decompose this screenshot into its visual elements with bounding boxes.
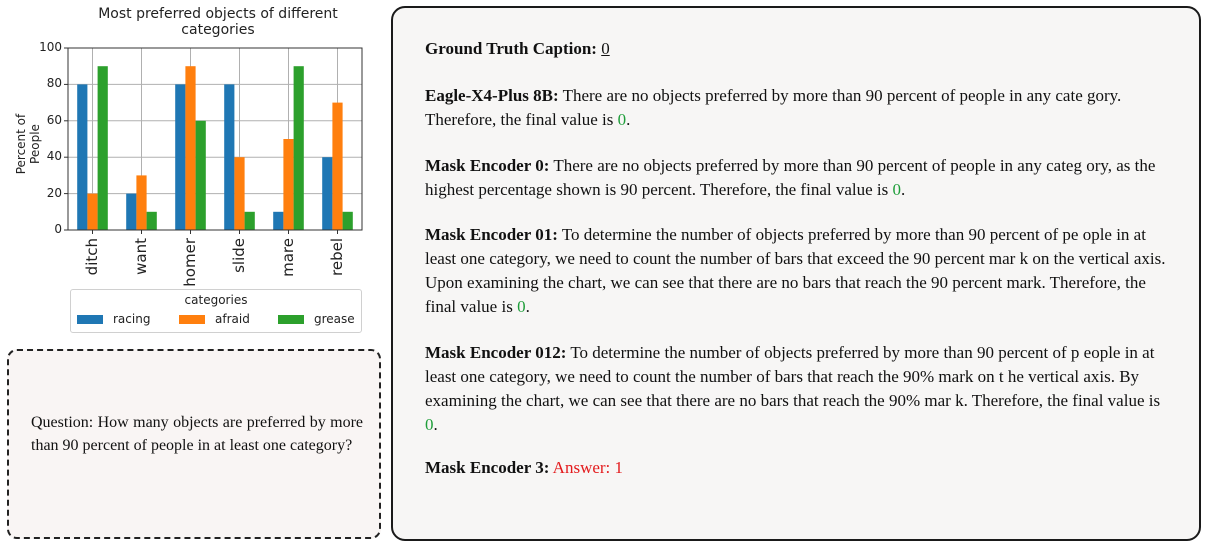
bar-slide-afraid [234, 157, 244, 230]
bar-want-racing [126, 194, 136, 230]
question-text: Question: How many objects are preferred by more than 90 percent of people in at least one category? [31, 414, 363, 454]
bar-ditch-grease [98, 66, 108, 230]
ground-truth-label: Ground Truth Caption: [425, 39, 597, 58]
bar-homer-afraid [185, 66, 195, 230]
legend-swatch [278, 315, 304, 324]
model-response: To determine the number of objects preferred by more than 90 percent of p eople in at least one category, we need to count the number of bars that reach the 90% mark on t he vertical axis. By examining the chart, we can see that there are no bars that reach the 90% mar k. Therefore, the final value is [425, 343, 1161, 410]
model-value: 0 [517, 297, 526, 316]
y-tick-label: 20 [46, 185, 62, 200]
model-response: There are no objects preferred by more than 90 percent of people in any cate gory. Therefore, the final value is [425, 86, 1122, 129]
y-tick-label: 0 [54, 222, 62, 236]
y-tick-label: 40 [46, 149, 62, 164]
ground-truth [425, 37, 1170, 61]
answer-mask-encoder-3 [425, 456, 1170, 480]
model-label: Mask Encoder 0: [425, 156, 550, 175]
model-value: 0 [617, 110, 627, 129]
punct: . [626, 110, 631, 129]
bar-slide-grease [245, 212, 255, 230]
model-value: Answer: 1 [552, 458, 624, 477]
x-tick-label: want [131, 238, 150, 275]
model-label: Mask Encoder 012: [425, 343, 567, 362]
legend-swatch [179, 315, 205, 324]
answer-eagle [425, 84, 1170, 132]
x-tick-label: rebel [327, 238, 346, 276]
bar-homer-grease [196, 121, 206, 230]
legend-label: grease [314, 312, 355, 326]
bar-mare-afraid [283, 139, 293, 230]
x-tick-label: slide [229, 238, 248, 273]
model-response: There are no objects preferred by more than 90 percent of people in any categ ory, as the highest percentage shown is 90 percent. Therefore, the final value is [425, 156, 1156, 199]
x-tick-label: ditch [82, 238, 101, 276]
model-label: Mask Encoder 01: [425, 225, 558, 244]
model-value: 0 [892, 180, 901, 199]
answers-panel [391, 6, 1201, 541]
answer-mask-encoder-012 [425, 341, 1170, 437]
bar-chart [0, 0, 380, 340]
answer-mask-encoder-0 [425, 154, 1170, 202]
chart-title: Most preferred objects of different categories [98, 6, 338, 38]
x-tick-label: mare [278, 238, 297, 277]
model-label: Eagle-X4-Plus 8B: [425, 86, 559, 105]
x-tick-label: homer [180, 238, 199, 287]
legend-item-grease [278, 312, 355, 326]
legend-label: afraid [215, 312, 250, 326]
legend-swatch [77, 315, 103, 324]
y-tick-label: 80 [46, 76, 62, 91]
bar-homer-racing [175, 84, 185, 230]
y-tick-label: 100 [39, 40, 62, 54]
bar-want-afraid [136, 175, 146, 230]
y-tick-label: 60 [46, 112, 62, 127]
model-response: To determine the number of objects preferred by more than 90 percent of pe ople in at least one category, we need to count the number of bars that exceed the 90 percent mar k on the vertical axis. Upon examining the chart, we can see that there are no bars that reach the 90 percent mark. Therefore, the final value is [425, 225, 1166, 316]
bar-rebel-afraid [332, 103, 342, 230]
model-value: 0 [425, 415, 434, 434]
bar-rebel-grease [343, 212, 353, 230]
bar-slide-racing [224, 84, 234, 230]
bar-ditch-afraid [87, 194, 97, 230]
bar-rebel-racing [322, 157, 332, 230]
punct: . [901, 180, 906, 199]
legend-item-racing [77, 312, 150, 326]
question-panel [7, 349, 381, 539]
chart-legend [70, 289, 362, 333]
legend-label: racing [113, 312, 151, 326]
bar-ditch-racing [77, 84, 87, 230]
ground-truth-value: 0 [601, 39, 610, 58]
bar-mare-grease [294, 66, 304, 230]
bar-mare-racing [273, 212, 283, 230]
y-axis-label: Percent of People [14, 113, 42, 175]
model-label: Mask Encoder 3: [425, 458, 550, 477]
legend-title: categories [184, 293, 248, 307]
punct: . [433, 415, 438, 434]
punct: . [525, 297, 530, 316]
legend-item-afraid [179, 312, 250, 326]
bar-want-grease [147, 212, 157, 230]
answer-mask-encoder-01 [425, 223, 1170, 319]
